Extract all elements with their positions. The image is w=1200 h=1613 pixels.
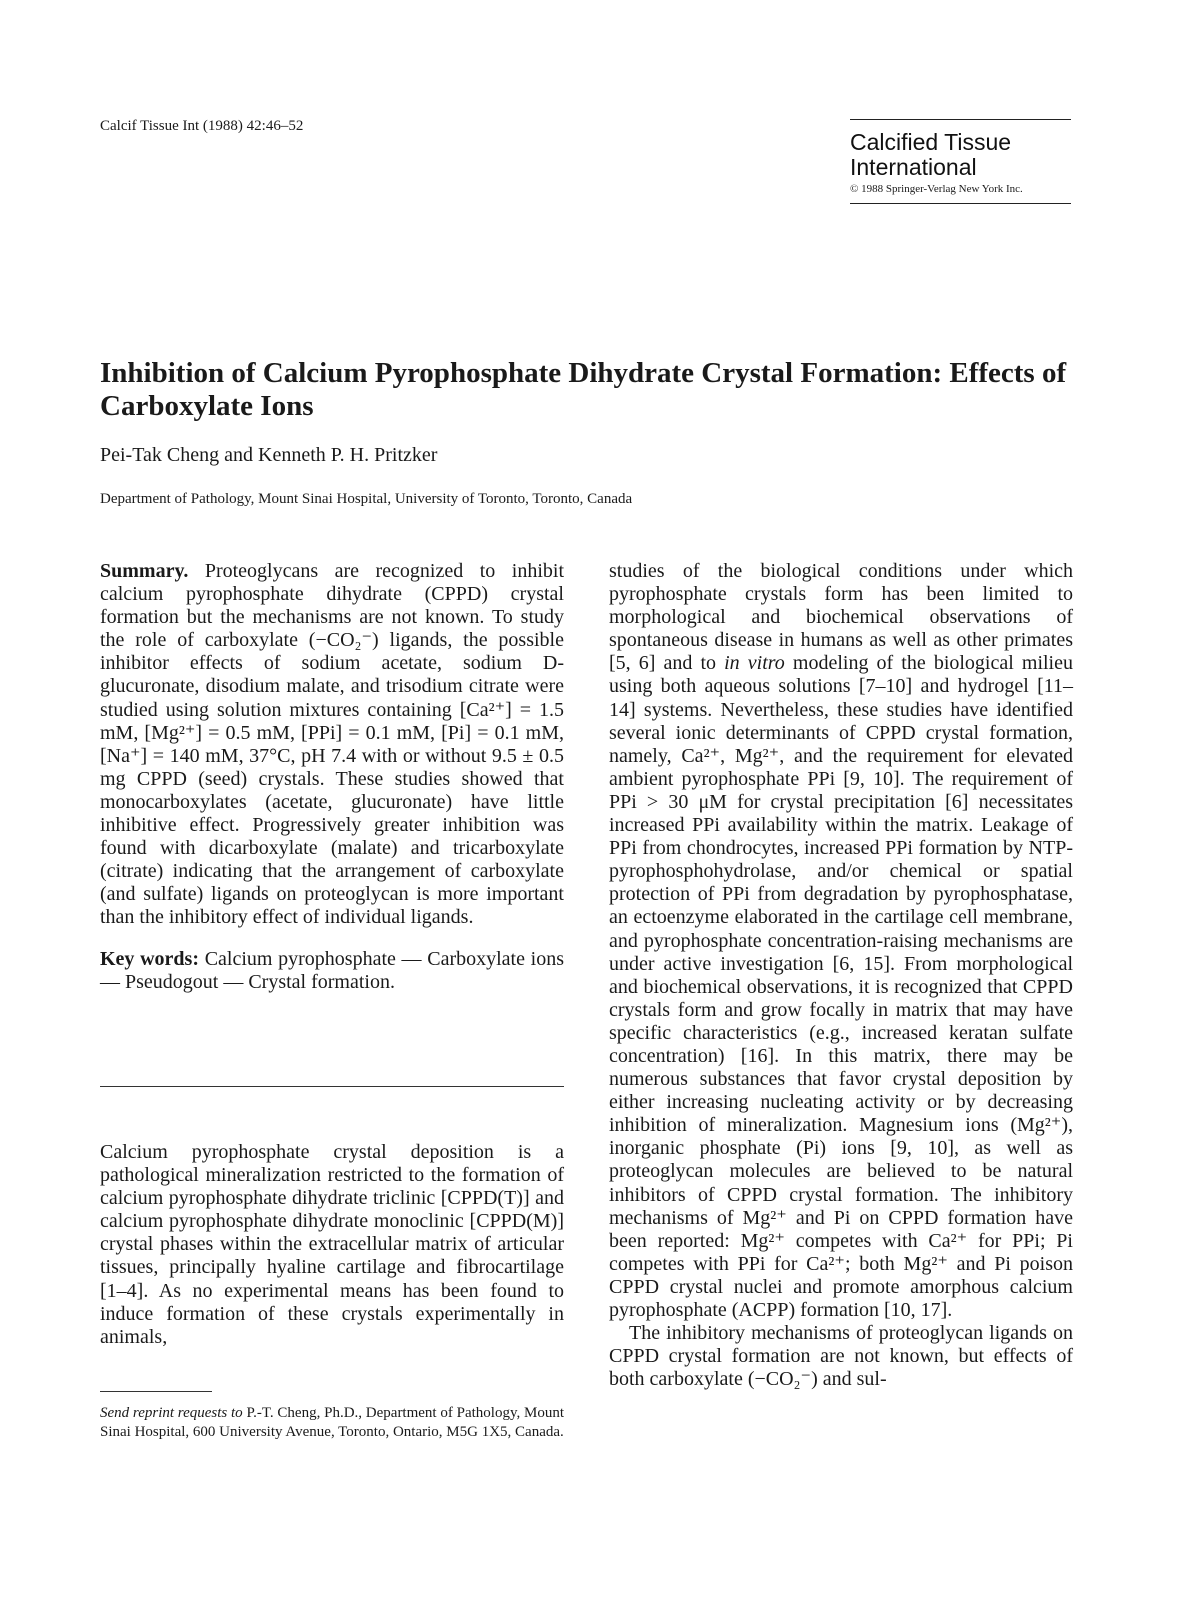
footnote-label: Send reprint requests to bbox=[100, 1405, 243, 1421]
footnote-rule bbox=[100, 1391, 212, 1392]
keywords-text: Calcium pyrophosphate — Carboxylate ions — Pseudogout — Crystal formation. bbox=[100, 947, 564, 993]
article-affiliation: Department of Pathology, Mount Sinai Hospital, University of Toronto, Toronto, Canada bbox=[100, 491, 633, 507]
journal-masthead bbox=[850, 119, 1071, 204]
keywords-label: Key words: bbox=[100, 947, 199, 970]
introduction-paragraph bbox=[100, 1141, 564, 1349]
introduction-text: Calcium pyrophosphate crystal deposition is a pathological mineralization restricted to the formation of calcium pyrophosphate dihydrate triclinic [CPPD(T)] and calcium pyrophosphate dihydrate monoclinic [CPPD(M)] crystal phases within the extracellular matrix of articular tissues, principally hyaline cartilage and fibrocartilage [1–4]. As no experimental means has been found to induce formation of these crystals experimentally in animals, bbox=[100, 1141, 564, 1348]
right-paragraph-1-b: modeling of the biological milieu using both aqueous solutions [7–10] and hydrogel [11–14] systems. Nevertheless, these studies have identified several ionic determinants of CPPD crystal formation, namely, Ca²⁺, Mg²⁺, and the requirement for elevated ambient pyrophosphate PPi [9, 10]. The requirement of PPi > 30 μM for crystal precipitation [6] necessitates increased PPi availability within the matrix. Leakage of PPi from chondrocytes, increased PPi formation by NTP-pyrophosphohydrolase, and/or chemical or spatial protection of PPi from degradation by pyrophosphatase, an ectoenzyme elaborated in the cartilage cell membrane, and pyrophosphate concentration-raising mechanisms are under active investigation [6, 15]. From morphological and biochemical observations, it is recognized that CPPD crystals form and grow focally in matrix that may have specific characteristics (e.g., increased keratan sulfate concentration) [16]. In this matrix, there may be numerous substances that favor crystal deposition by either increasing nucleating activity or by decreasing inhibition of mineralization. Magnesium ions (Mg²⁺), inorganic phosphate (Pi) ions [9, 10], as well as proteoglycan molecules are believed to be natural inhibitors of CPPD crystal formation. The inhibitory mechanisms of Mg²⁺ and Pi on CPPD formation have been reported: Mg²⁺ competes with Ca²⁺ for PPi; Pi competes with PPi for Ca²⁺; both Mg²⁺ and Pi poison CPPD crystal nuclei and promote amorphous calcium pyrophosphate (ACPP) formation [10, 17]. bbox=[609, 652, 1073, 1321]
footnote-text: P.-T. Cheng, Ph.D., Department of Pathology, Mount Sinai Hospital, 600 University Avenue, Toronto, Ontario, M5G 1X5, Canada. bbox=[100, 1405, 564, 1441]
left-column bbox=[100, 560, 564, 994]
right-column bbox=[609, 560, 1073, 1391]
article-authors: Pei-Tak Cheng and Kenneth P. H. Pritzker bbox=[100, 444, 438, 466]
summary-label: Summary. bbox=[100, 560, 189, 582]
citation-line: Calcif Tissue Int (1988) 42:46–52 bbox=[100, 118, 304, 134]
right-paragraph-2: The inhibitory mechanisms of proteoglycan ligands on CPPD crystal formation are not known, but effects of both carboxylate (−CO₂⁻) and sul- bbox=[609, 1322, 1073, 1391]
summary-paragraph bbox=[100, 560, 564, 930]
section-divider bbox=[100, 1086, 564, 1087]
summary-text: Proteoglycans are recognized to inhibit calcium pyrophosphate dihydrate (CPPD) crystal formation but the mechanisms are not known. To study the role of carboxylate (−CO₂⁻) ligands, the possible inhibitor effects of sodium acetate, sodium D-glucuronate, disodium malate, and trisodium citrate were studied using solution mixtures containing [Ca²⁺] = 1.5 mM, [Mg²⁺] = 0.5 mM, [PPi] = 0.1 mM, [Pi] = 0.1 mM, [Na⁺] = 140 mM, 37°C, pH 7.4 with or without 9.5 ± 0.5 mg CPPD (seed) crystals. These studies showed that monocarboxylates (acetate, glucuronate) have little inhibitive effect. Progressively greater inhibition was found with dicarboxylate (malate) and tricarboxylate (citrate) indicating that the arrangement of carboxylate (and sulfate) ligands on proteoglycan is more important than the inhibitory effect of individual ligands. bbox=[100, 560, 564, 929]
keywords-paragraph bbox=[100, 948, 564, 994]
journal-name: Calcified Tissue International bbox=[850, 129, 1012, 180]
right-paragraph-1 bbox=[609, 560, 1073, 1322]
journal-copyright: © 1988 Springer-Verlag New York Inc. bbox=[850, 183, 1023, 195]
article-title: Inhibition of Calcium Pyrophosphate Dihydrate Crystal Formation: Effects of Carboxylate Ions bbox=[100, 357, 1067, 422]
right-paragraph-1-a: studies of the biological conditions under which pyrophosphate crystals form has been limited to morphological and biochemical observations of spontaneous disease in humans as well as other primates [5, 6] and to bbox=[609, 560, 1073, 675]
footnote bbox=[100, 1404, 564, 1443]
in-vitro-italic: in vitro bbox=[724, 652, 785, 675]
